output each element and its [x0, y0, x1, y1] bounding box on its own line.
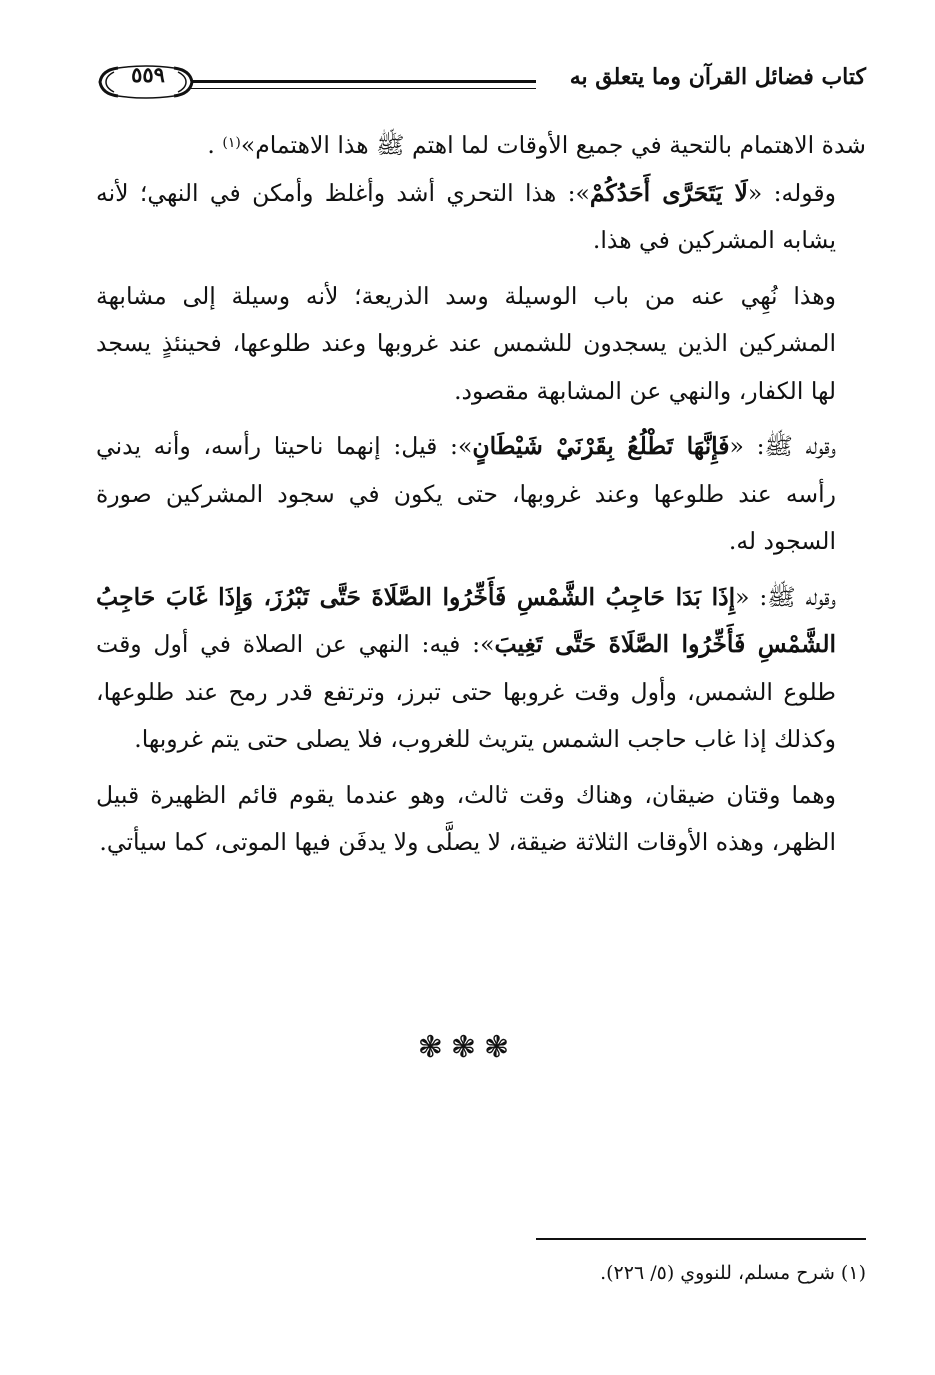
paragraph-5-lead: وقوله ﷺ: «	[735, 582, 836, 611]
header-rule	[191, 80, 536, 89]
main-text	[96, 122, 866, 867]
section-ornament-icon: ❃❃❃	[417, 1030, 518, 1065]
paragraph-2-lead: وقوله: «	[747, 178, 836, 207]
paragraph-4-rest: »: قيل: إنهما ناحيتا رأسه، وأنه يدني رأسه عند طلوعها وعند غروبها، حتى يكون في سجود المشركين صورة السجود له.	[96, 432, 836, 555]
paragraph-5	[96, 574, 866, 764]
paragraph-1-text: شدة الاهتمام بالتحية في جميع الأوقات لما اهتم ﷺ هذا الاهتمام»	[240, 131, 866, 159]
paragraph-6-text: وهما وقتان ضيقان، وهناك وقت ثالث، وهو عندما يقوم قائم الظهيرة قبيل الظهر، وهذه الأوقات الثلاثة ضيقة، لا يصلَّى ولا يدفَن فيها الموتى، كما سيأتي.	[96, 780, 836, 856]
page-header	[96, 58, 866, 108]
footnote-divider	[536, 1238, 866, 1240]
paragraph-5-rest: »: فيه: النهي عن الصلاة في أول وقت طلوع الشمس، وأول وقت غروبها حتى تبرز، وترتفع قدر رمح عند طلوعها، وكذلك إذا غاب حاجب الشمس يتريث للغروب، فلا يصلى حتى يتم غروبها.	[96, 630, 836, 753]
running-title: كتاب فضائل القرآن وما يتعلق به	[569, 64, 866, 90]
paragraph-1-end: .	[207, 131, 223, 159]
hadith-quote: لَا يَتَحَرَّى أَحَدُكُمْ	[589, 178, 748, 207]
page-number: ٥٥٩	[131, 62, 165, 87]
paragraph-4	[96, 423, 866, 566]
footnote-1: (١) شرح مسلم، للنووي (٥/ ٢٢٦).	[600, 1262, 866, 1284]
paragraph-2	[96, 170, 866, 265]
footnote-marker: (١)	[222, 135, 241, 151]
hadith-quote: إِذَا بَدَا حَاجِبُ الشَّمْسِ فَأَخِّرُوا الصَّلَاةَ حَتَّى تَبْرُزَ، وَإِذَا غَابَ حَاجِبُ الشَّمْسِ فَأَخِّرُوا الصَّلَاةَ حَتَّى تَغِيبَ	[96, 582, 837, 658]
paragraph-2-rest: »: هذا التحري أشد وأغلظ وأمكن في النهي؛ لأنه يشابه المشركين في هذا.	[96, 178, 836, 254]
paragraph-3	[96, 273, 866, 416]
hadith-quote: فَإِنَّهَا تَطْلُعُ بِقَرْنَيْ شَيْطَانٍ	[472, 432, 730, 460]
paragraph-1	[96, 122, 866, 170]
paragraph-6	[96, 772, 866, 867]
paragraph-3-text: وهذا نُهِي عنه من باب الوسيلة وسد الذريعة؛ لأنه وسيلة إلى مشابهة المشركين الذين يسجدون للشمس عند غروبها وعند طلوعها، فحينئذٍ يسجد لها الكفار، والنهي عن المشابهة مقصود.	[96, 281, 836, 405]
paragraph-4-lead: وقوله ﷺ: «	[729, 432, 836, 460]
